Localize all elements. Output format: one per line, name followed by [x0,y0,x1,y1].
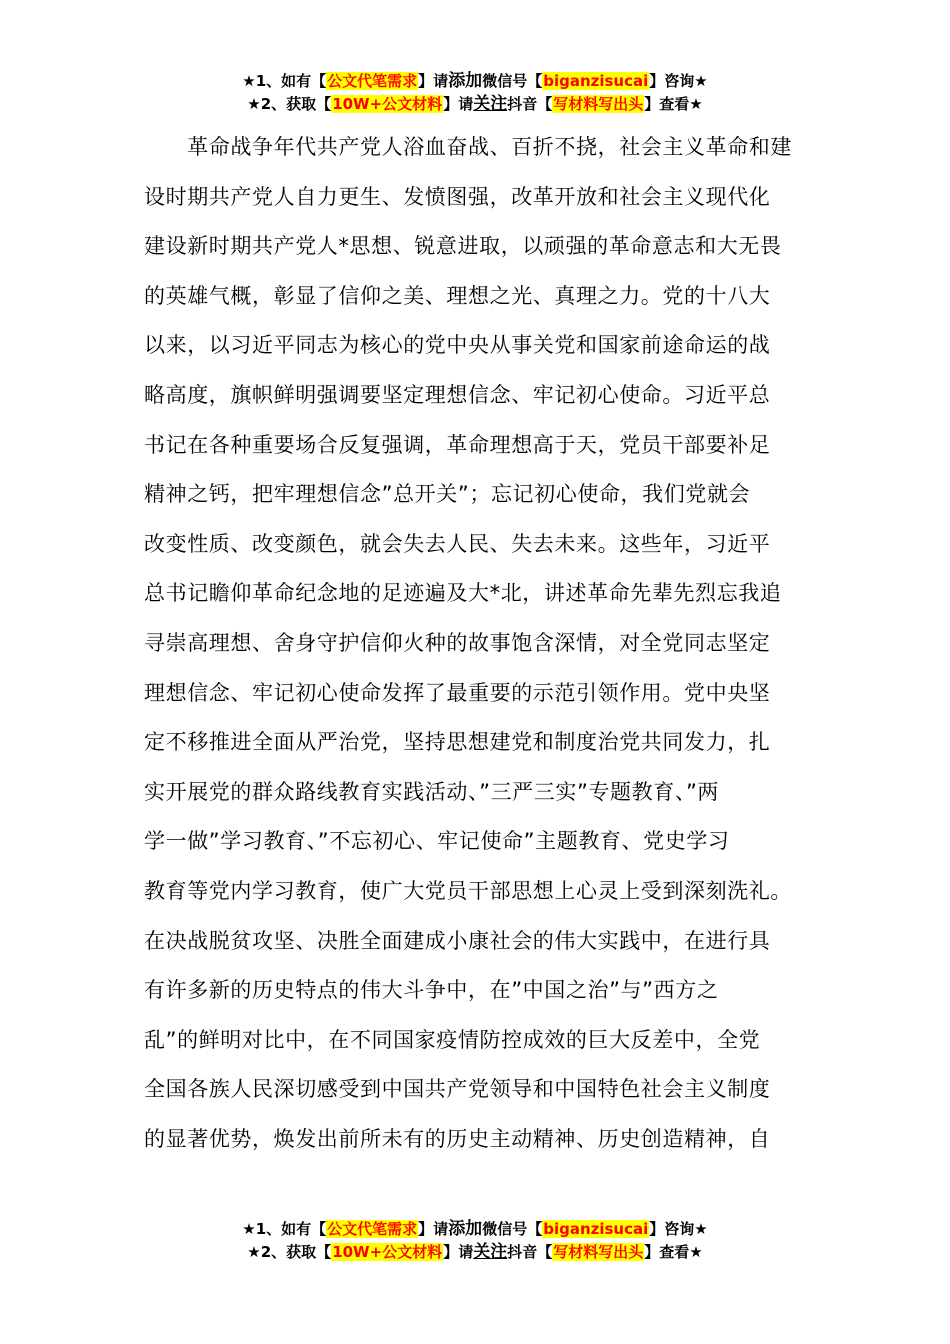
footer-line-2 [0,1241,950,1264]
header-highlight-douyin: 写材料写出头 [553,95,644,113]
body-line: 略高度，旗帜鲜明强调要坚定理想信念、牢记初心使命。习近平总 [144,382,771,407]
header-line-2-text: 】请 [443,95,474,113]
body-line: 寻崇高理想、舍身守护信仰火种的故事饱含深情，对全党同志坚定 [144,630,771,655]
footer-line-1-text-2: 微信号【 [482,1220,543,1238]
footer-line-2-text-2: 抖音【 [507,1243,553,1261]
footer-line-2-emphasis: 关注 [473,1242,508,1262]
footer-line-2-suffix: 】查看★ [644,1243,703,1261]
body-line: 精神之钙，把牢理想信念”总开关”；忘记初心使命，我们党就会 [144,482,751,507]
footer-line-1 [0,1218,950,1241]
header-line-2-suffix: 】查看★ [644,95,703,113]
body-line: 学一做”学习教育、”不忘初心、牢记使命”主题教育、党史学习 [144,829,730,854]
footer-line-2-text: 】请 [443,1243,474,1261]
header-line-1-suffix: 】咨询★ [649,72,708,90]
footer-line-1-emphasis: 添加 [448,1219,483,1239]
body-line: 设时期共产党人自力更生、发愤图强，改革开放和社会主义现代化 [144,184,771,209]
body-line: 理想信念、牢记初心使命发挥了最重要的示范引领作用。党中央坚 [144,680,771,705]
body-line: 乱”的鲜明对比中，在不同国家疫情防控成效的巨大反差中，全党 [144,1027,761,1052]
body-line: 全国各族人民深切感受到中国共产党领导和中国特色社会主义制度 [144,1077,771,1102]
body-line: 改变性质、改变颜色，就会失去人民、失去未来。这些年，习近平 [144,531,771,556]
body-line: 总书记瞻仰革命纪念地的足迹遍及大*北，讲述革命先辈先烈忘我追 [144,581,782,606]
header-line-2-text-2: 抖音【 [507,95,553,113]
footer-line-1-suffix: 】咨询★ [649,1220,708,1238]
header-line-1 [0,70,950,93]
header-line-1-text-2: 微信号【 [482,72,543,90]
body-line: 定不移推进全面从严治党，坚持思想建党和制度治党共同发力，扎 [144,730,771,755]
header-line-2-emphasis: 关注 [473,94,508,114]
footer-banner [0,1218,950,1264]
body-line: 革命战争年代共产党人浴血奋战、百折不挠，社会主义革命和建 [144,135,792,159]
header-line-1-emphasis: 添加 [448,71,483,91]
footer-line-1-prefix: ★1、如有【 [242,1220,327,1238]
body-line: 建设新时期共产党人*思想、锐意进取，以顽强的革命意志和大无畏 [144,234,782,259]
body-line: 的英雄气概，彰显了信仰之美、理想之光、真理之力。党的十八大 [144,283,771,308]
footer-line-1-text: 】请 [418,1220,449,1238]
footer-highlight-douyin: 写材料写出头 [553,1243,644,1261]
header-highlight-wechat-id: biganzisucai [543,72,649,90]
body-line: 教育等党内学习教育，使广大党员干部思想上心灵上受到深刻洗礼。 [144,878,792,903]
header-line-2-prefix: ★2、获取【 [247,95,332,113]
body-line: 在决战脱贫攻坚、决胜全面建成小康社会的伟大实践中，在进行具 [144,928,771,953]
body-line: 以来，以习近平同志为核心的党中央从事关党和国家前途命运的战 [144,333,771,358]
header-line-2 [0,93,950,116]
footer-highlight-materials: 10W+公文材料 [332,1243,443,1261]
body-line: 实开展党的群众路线教育实践活动、”三严三实”专题教育、”两 [144,779,720,804]
header-highlight-materials: 10W+公文材料 [332,95,443,113]
body-line: 的显著优势，焕发出前所未有的历史主动精神、历史创造精神，自 [144,1126,771,1151]
body-line: 书记在各种重要场合反复强调，革命理想高于天，党员干部要补足 [144,432,771,457]
header-banner [0,70,950,116]
header-line-1-text: 】请 [418,72,449,90]
header-highlight-service: 公文代笔需求 [327,72,418,90]
footer-line-2-prefix: ★2、获取【 [247,1243,332,1261]
footer-highlight-wechat-id: biganzisucai [543,1220,649,1238]
header-line-1-prefix: ★1、如有【 [242,72,327,90]
document-body [144,123,824,1164]
body-line: 有许多新的历史特点的伟大斗争中，在”中国之治”与”西方之 [144,978,719,1003]
footer-highlight-service: 公文代笔需求 [327,1220,418,1238]
